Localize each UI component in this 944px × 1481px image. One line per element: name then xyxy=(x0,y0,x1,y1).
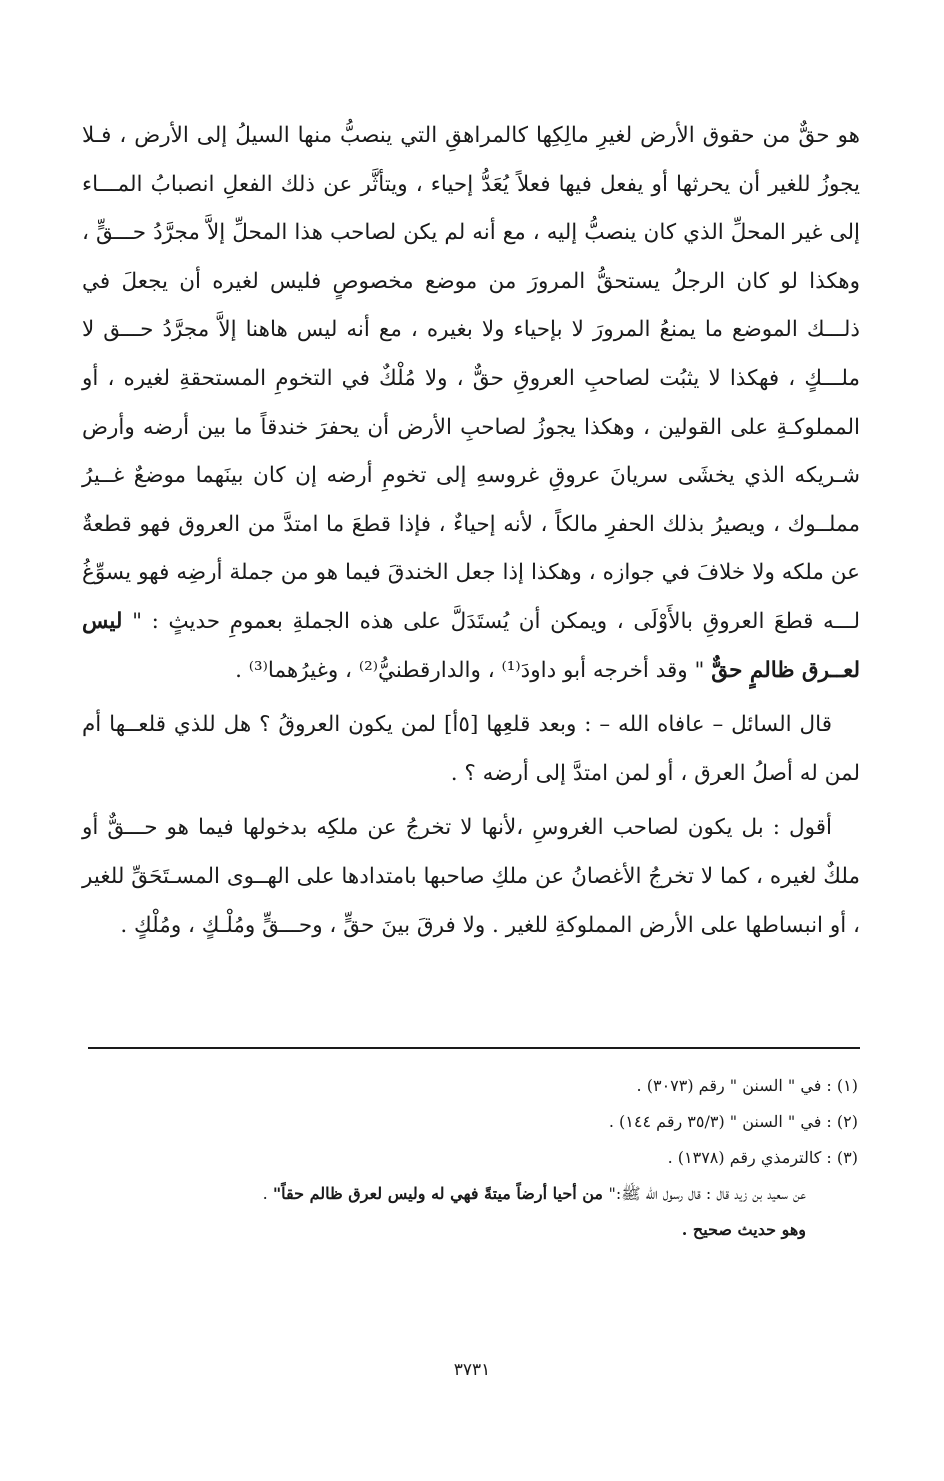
text-segment: " وقد أخرجه أبو داودَ⁽¹⁾ ، والدارقطنيُّ⁽²⁾ ، وغيرُهما⁽³⁾ . xyxy=(235,657,712,683)
footnotes xyxy=(88,1068,858,1248)
text-segment: هو حقٌّ من حقوق الأرض لغيرِ مالِكِها كالمراهقِ التي ينصبُّ منها السيلُ إلى الأرض ، فـلا يجوزُ للغير أن يحرثها أو يفعل فيها فعلاً يُعَدُّ إحياء ، ويتأثَّر عن ذلك الفعلِ انصبابُ المـــاء إلى غير المحلِّ الذي كان ينصبُّ إليه ، مع أنه لم يكن لصاحب هذا المحلِّ إلاَّ مجرَّدُ حـــقٍّ ، وهكذا لو كان الرجلُ يستحقُّ المرورَ من موضع مخصوصٍ فليس لغيره أن يجعلَ في ذلـــك الموضع ما يمنعُ المرورَ لا بإحياء ولا بغيره ، مع أنه ليس هاهنا إلاَّ مجرَّدُ حـــق لا ملـــكٍ ، فهكذا لا يثبُت لصاحبِ العروقِ حقٌّ ، ولا مُلْكٌ في التخومِ المستحقةِ لغيره ، أو المملوكـةِ على القولين ، وهكذا يجوزُ لصاحبِ الأرض أن يحفرَ خندقاً ما بين أرضه وأرض شـريكه الذي يخشَى سريانَ عروقِ غروسهِ إلى تخومِ أرضه إن كان بينَهما موضعٌ غــيرُ مملــوك ، ويصيرُ بذلك الحفرِ مالكاً ، لأنه إحياءٌ ، فإذا قطعَ ما امتدَّ من العروق فهو قطعةٌ عن ملكه ولا خلافَ في جوازه ، وهكذا إذا جعل الخندقَ فيما هو من جملة أرضِه فهو يسوِّغُ لـــه قطعَ العروقِ بالأَوْلَى ، ويمكن أن يُستَدَلَّ على هذه الجملةِ بعمومِ حديثٍ : " xyxy=(82,123,860,634)
paragraph-2 xyxy=(82,701,860,798)
paragraph-1 xyxy=(82,112,860,695)
paragraph-3 xyxy=(82,804,860,950)
text-segment: قال السائل – عافاه الله – : وبعد قلعِها [٥أ] لمن يكون العروقُ ؟ هل للذي قلعــها أم لمن له أصلُ العرق ، أو لمن امتدَّ إلى أرضه ؟ . xyxy=(82,712,860,786)
footnote-hadith-text: من أحيا أرضاً ميتةً فهي له وليس لعرق ظالم حقاً" xyxy=(272,1184,609,1203)
footnote-hadith-end: . xyxy=(262,1184,273,1203)
footnote-3: (٣) : كالترمذي رقم (١٣٧٨) . xyxy=(667,1148,858,1167)
footnote-divider xyxy=(88,1047,860,1049)
footnote-hadith xyxy=(88,1176,858,1212)
main-text xyxy=(82,112,860,950)
hadith-quote: ليس لعــرق ظالمٍ حقٌّ xyxy=(82,608,860,683)
footnote-1: (١) : في " السنن " رقم (٣٠٧٣) . xyxy=(636,1076,858,1095)
footnote-2: (٢) : في " السنن " (٣٥/٣ رقم ١٤٤) . xyxy=(608,1112,858,1131)
footnote-hadith-grade: وهو حديث صحيح . xyxy=(681,1220,806,1239)
page-number: ٣٧٣١ xyxy=(453,1360,491,1380)
text-segment: أقول : بل يكون لصاحب الغروسِ ،لأنها لا تخرجُ عن ملكِه بدخولها فيما هو حـــقٌّ أو ملكٌ لغيره ، كما لا تخرجُ الأغصانُ عن ملكِ صاحبها بامتدادها على الهــوى المسـتَحَقِّ للغير ، أو انبساطها على الأرض المملوكةِ للغير . ولا فرقَ بينَ حقٍّ ، وحـــقٍّ ومُلْـكٍ ، ومُلْكٍ . xyxy=(82,815,860,938)
footnote-hadith-intro: عن سعيد بن زيد قال : قال رسول الله ﷺ:" xyxy=(608,1184,806,1203)
